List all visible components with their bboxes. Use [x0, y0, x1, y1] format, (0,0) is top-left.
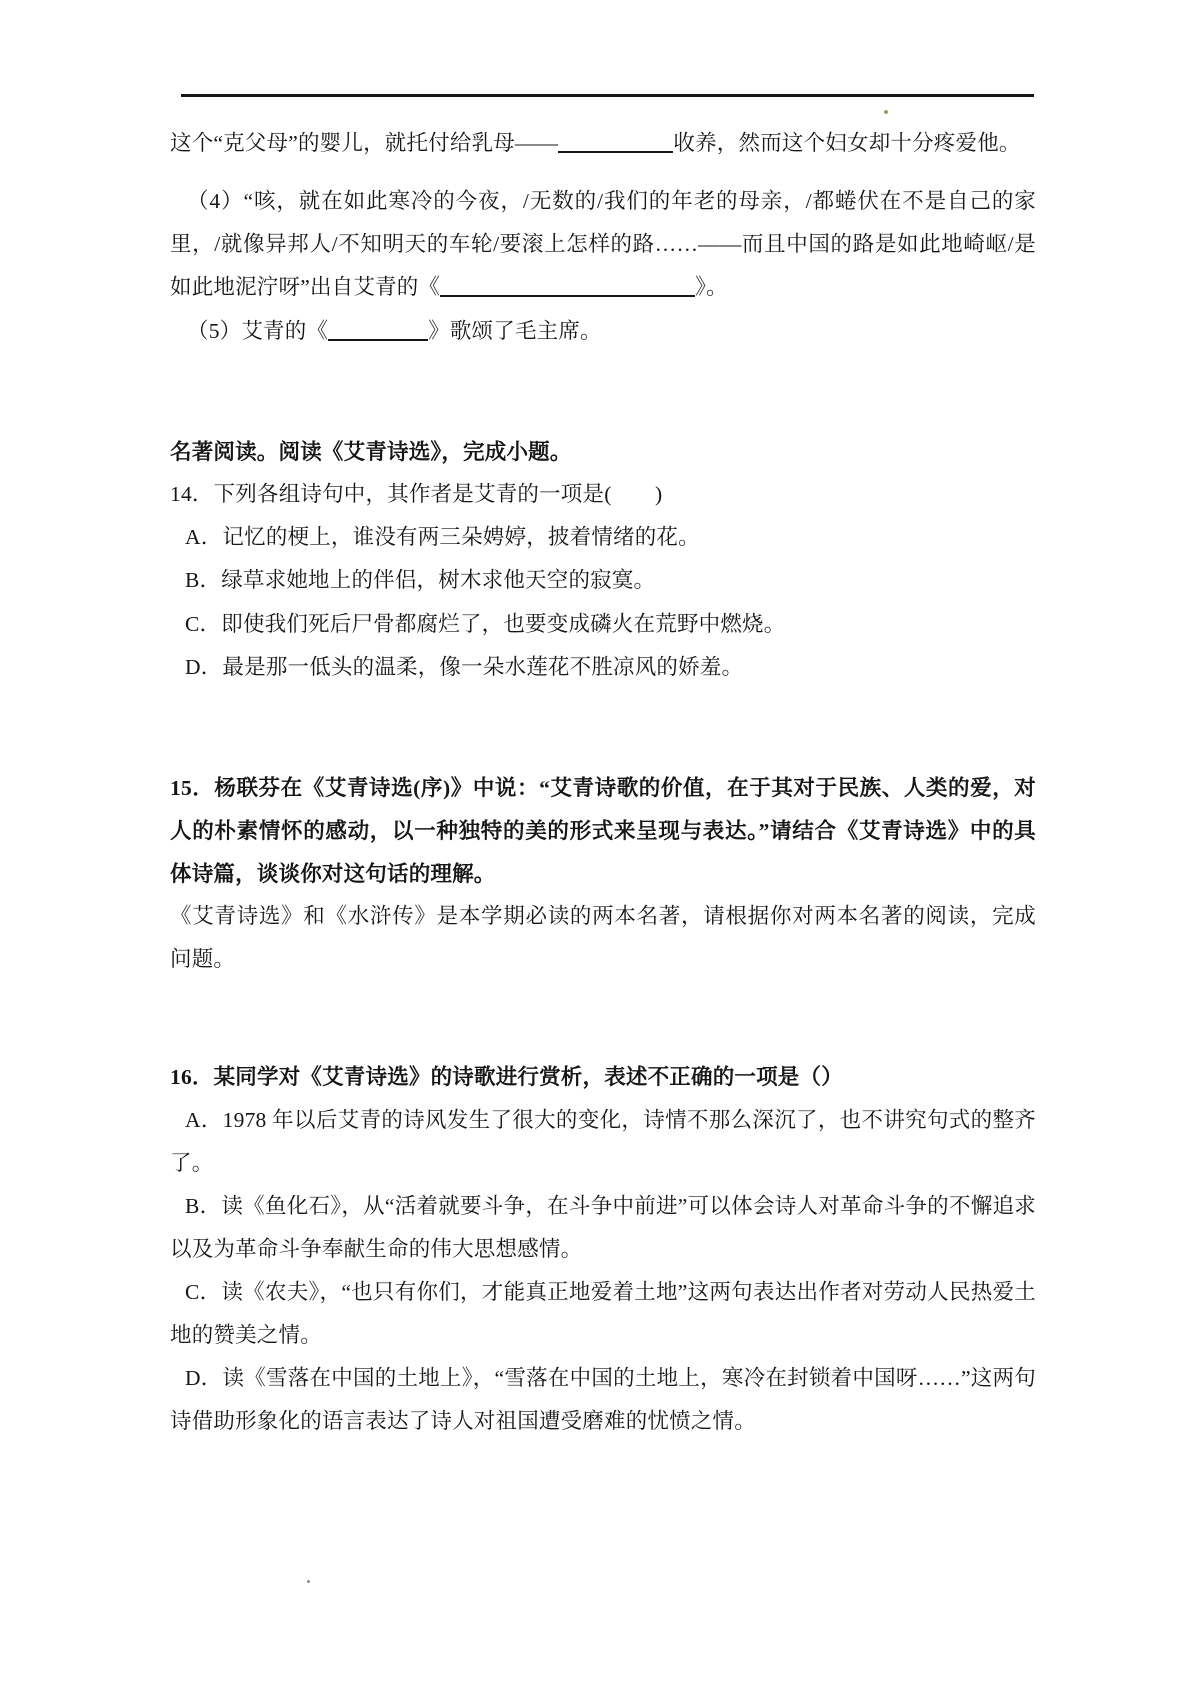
page-header-rule [181, 94, 1034, 97]
question-16-option-d: D．读《雪落在中国的土地上》，“雪落在中国的土地上，寒冷在封锁着中国呀……”这两句诗借助形象化的语言表达了诗人对祖国遭受磨难的忧愤之情。 [170, 1366, 1036, 1433]
question-16-option-c: C．读《农夫》，“也只有你们，才能真正地爱着土地”这两句表达出作者对劳动人民热爱土地的赞美之情。 [170, 1280, 1036, 1347]
question-16-option-b: B．读《鱼化石》，从“活着就要斗争，在斗争中前进”可以体会诗人对革命斗争的不懈追求以及为革命斗争奉献生命的伟大思想感情。 [170, 1194, 1036, 1261]
question-5-post: 》歌颂了毛主席。 [428, 319, 602, 343]
paragraph-nursemaid-pre: 这个“克父母”的婴儿，就托付给乳母—— [170, 131, 559, 155]
question-4-fill-blank [170, 180, 1036, 309]
scan-speck [307, 1580, 310, 1583]
fill-in-blank [440, 276, 695, 297]
question-4-text: （4）“咳，就在如此寒冷的今夜，/无数的/我们的年老的母亲，/都蜷伏在不是自己的家里，/就像异邦人/不知明天的车轮/要滚上怎样的路……——而且中国的路是如此地崎岖/是如此地泥泞呀”出自艾青的《 [170, 189, 1036, 299]
question-16-stem: 16．某同学对《艾青诗选》的诗歌进行赏析，表述不正确的一项是（） [170, 1065, 843, 1089]
paragraph-two-books-intro: 《艾青诗选》和《水浒传》是本学期必读的两本名著，请根据你对两本名著的阅读，完成问题。 [170, 904, 1036, 971]
paragraph-nursemaid-post: 收养，然而这个妇女却十分疼爱他。 [673, 131, 1021, 155]
question-14-option-a: A．记忆的梗上，谁没有两三朵娉婷，披着情绪的花。 [185, 525, 700, 549]
paragraph-nursemaid [170, 122, 1036, 165]
question-5-fill-blank [170, 310, 1036, 353]
section-heading: 名著阅读。阅读《艾青诗选》，完成小题。 [170, 440, 572, 464]
question-14-option-d: D．最是那一低头的温柔，像一朵水莲花不胜凉风的娇羞。 [185, 655, 744, 679]
scan-speck [884, 110, 888, 114]
question-5-pre: （5）艾青的《 [187, 319, 329, 343]
question-14-option-b: B．绿草求她地上的伴侣，树木求他天空的寂寞。 [185, 568, 656, 592]
question-16-option-a: A．1978 年以后艾青的诗风发生了很大的变化，诗情不那么深沉了，也不讲究句式的整齐了。 [170, 1108, 1036, 1175]
question-4-suffix: 》。 [695, 275, 728, 299]
question-14-option-c: C．即使我们死后尸骨都腐烂了，也要变成磷火在荒野中燃烧。 [185, 612, 786, 636]
question-15-stem: 15．杨联芬在《艾青诗选(序)》中说：“艾青诗歌的价值，在于其对于民族、人类的爱，对人的朴素情怀的感动，以一种独特的美的形式来呈现与表达。”请结合《艾青诗选》中的具体诗篇，谈谈你对这句话的理解。 [170, 776, 1036, 886]
question-14-stem: 14．下列各组诗句中，其作者是艾青的一项是( ) [170, 482, 663, 506]
fill-in-blank [558, 132, 673, 153]
fill-in-blank [328, 320, 428, 341]
